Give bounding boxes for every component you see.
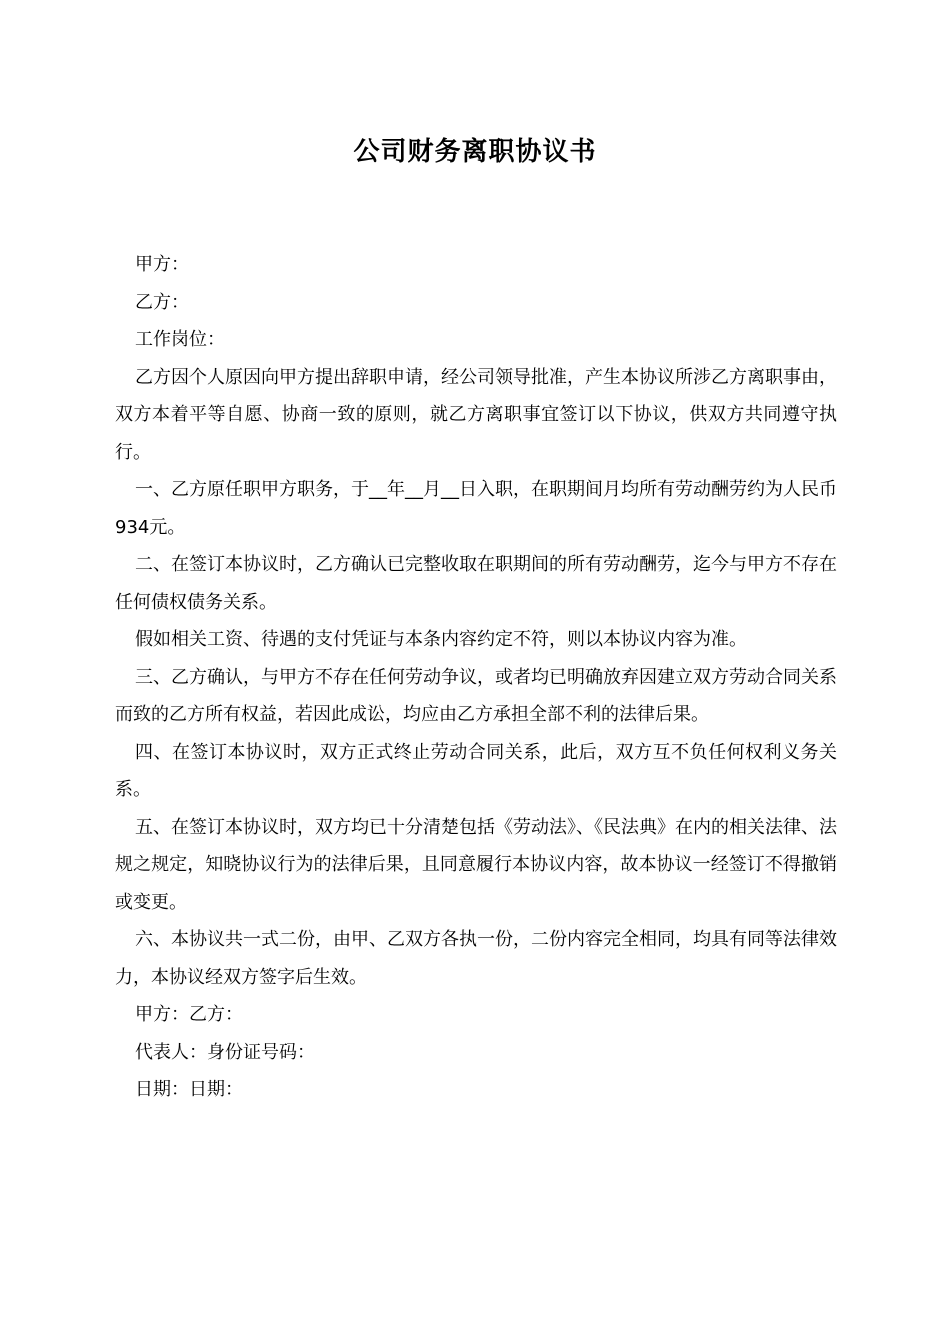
clause-6: 六、本协议共一式二份，由甲、乙双方各执一份，二份内容完全相同，均具有同等法律效力，本协议经双方签字后生效。: [115, 929, 837, 988]
clause-2-note: 假如相关工资、待遇的支付凭证与本条内容约定不符，则以本协议内容为准。: [135, 629, 747, 650]
signature-parties: 甲方：乙方：: [135, 1004, 243, 1025]
job-position-line: 工作岗位：: [135, 329, 225, 350]
document-body: [115, 246, 837, 1109]
signature-dates: 日期：日期：: [135, 1079, 243, 1100]
clause-2: 二、在签订本协议时，乙方确认已完整收取在职期间的所有劳动酬劳，迄今与甲方不存在任何债权债务关系。: [115, 554, 837, 613]
party-b-line: 乙方：: [135, 291, 189, 313]
clause-5: 五、在签订本协议时，双方均已十分清楚包括《劳动法》、《民法典》在内的相关法律、法规之规定，知晓协议行为的法律后果，且同意履行本协议内容，故本协议一经签订不得撤销或变更。: [115, 816, 837, 913]
signature-block: [115, 996, 837, 1109]
party-a-line: 甲方：: [135, 254, 189, 275]
clause-1: 一、乙方原任职甲方职务，于__年__月__日入职，在职期间月均所有劳动酬劳约为人民币934元。: [115, 479, 837, 538]
document-title: 公司财务离职协议书: [353, 137, 597, 167]
clause-3: 三、乙方确认，与甲方不存在任何劳动争议，或者均已明确放弃因建立双方劳动合同关系而致的乙方所有权益，若因此成讼，均应由乙方承担全部不利的法律后果。: [115, 666, 837, 725]
preamble-paragraph: 乙方因个人原因向甲方提出辞职申请，经公司领导批准，产生本协议所涉乙方离职事由，双方本着平等自愿、协商一致的原则，就乙方离职事宜签订以下协议，供双方共同遵守执行。: [115, 366, 837, 463]
clause-4: 四、在签订本协议时，双方正式终止劳动合同关系，此后，双方互不负任何权利义务关系。: [115, 741, 837, 800]
signature-representative: 代表人：身份证号码：: [135, 1041, 315, 1063]
